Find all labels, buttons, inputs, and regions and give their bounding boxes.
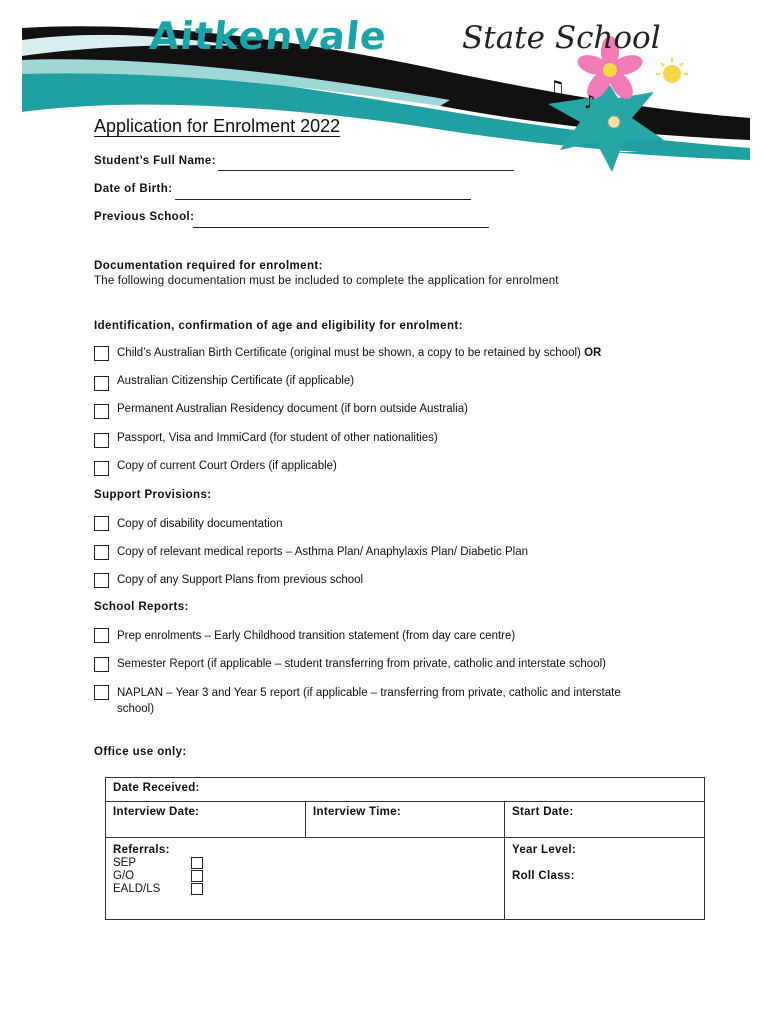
interview-time-cell[interactable]: Interview Time: [306,802,505,838]
office-use-heading: Office use only: [94,746,187,758]
item-birth-certificate: Child’s Australian Birth Certificate (original must be shown, a copy to be retained by school) OR [117,347,602,359]
item-court-orders: Copy of current Court Orders (if applicable) [117,460,337,472]
checkbox-passport-visa[interactable] [94,433,109,448]
dob-label: Date of Birth: [94,183,173,195]
item-support-plans: Copy of any Support Plans from previous school [117,574,364,586]
documentation-heading: Documentation required for enrolment: [94,260,323,272]
checkbox-naplan-report[interactable] [94,685,109,700]
start-date-cell[interactable]: Start Date: [505,802,705,838]
item-residency-document: Permanent Australian Residency document (if born outside Australia) [117,403,468,415]
identification-heading: Identification, confirmation of age and eligibility for enrolment: [94,320,463,332]
referral-go-checkbox[interactable] [191,870,203,882]
checkbox-prep-enrolments[interactable] [94,628,109,643]
checkbox-citizenship-certificate[interactable] [94,376,109,391]
checkbox-court-orders[interactable] [94,461,109,476]
checkbox-medical-reports[interactable] [94,545,109,560]
item-prep-enrolments: Prep enrolments – Early Childhood transition statement (from day care centre) [117,630,516,642]
svg-text:♪: ♪ [584,92,596,113]
checkbox-disability-documentation[interactable] [94,516,109,531]
item-passport-visa: Passport, Visa and ImmiCard (for student of other nationalities) [117,432,438,444]
full-name-label: Student’s Full Name: [94,155,216,167]
referral-sep-checkbox[interactable] [191,857,203,869]
item-medical-reports: Copy of relevant medical reports – Asthma Plan/ Anaphylaxis Plan/ Diabetic Plan [117,546,529,558]
checkbox-support-plans[interactable] [94,573,109,588]
interview-date-cell[interactable]: Interview Date: [106,802,306,838]
reports-heading: School Reports: [94,601,189,613]
previous-school-label: Previous School: [94,211,195,223]
school-name: Aitkenvale [147,14,390,58]
office-use-table [105,777,705,920]
item-disability-documentation: Copy of disability documentation [117,518,283,530]
full-name-field[interactable] [218,170,514,171]
dob-field[interactable] [175,199,471,200]
year-level-roll-class-cell [505,838,705,920]
year-level-label[interactable]: Year Level: [512,844,577,856]
referral-sep-row[interactable]: SEP [113,856,497,869]
header-banner [0,0,770,180]
referrals-cell [106,838,505,920]
documentation-intro: The following documentation must be included to complete the application for enrolment [94,275,559,287]
checkbox-semester-report[interactable] [94,657,109,672]
item-citizenship-certificate: Australian Citizenship Certificate (if applicable) [117,375,355,387]
roll-class-label[interactable]: Roll Class: [512,870,575,882]
item-naplan-report: NAPLAN – Year 3 and Year 5 report (if applicable – transferring from private, catholic and interstate school) [117,687,621,715]
school-name-subtitle: State School [462,20,661,56]
referral-eald-checkbox[interactable] [191,883,203,895]
referrals-label: Referrals: [113,844,170,856]
date-received-cell[interactable]: Date Received: [106,778,705,802]
item-semester-report: Semester Report (if applicable – student transferring from private, catholic and interstate school) [117,658,606,670]
checkbox-birth-certificate[interactable] [94,346,109,361]
svg-text:♫: ♫ [546,77,566,102]
referral-eald-row[interactable]: EALD/LS [113,882,497,895]
support-heading: Support Provisions: [94,489,212,501]
previous-school-field[interactable] [193,227,489,228]
checkbox-residency-document[interactable] [94,404,109,419]
page-title: Application for Enrolment 2022 [94,116,341,136]
referral-go-row[interactable]: G/O [113,869,497,882]
